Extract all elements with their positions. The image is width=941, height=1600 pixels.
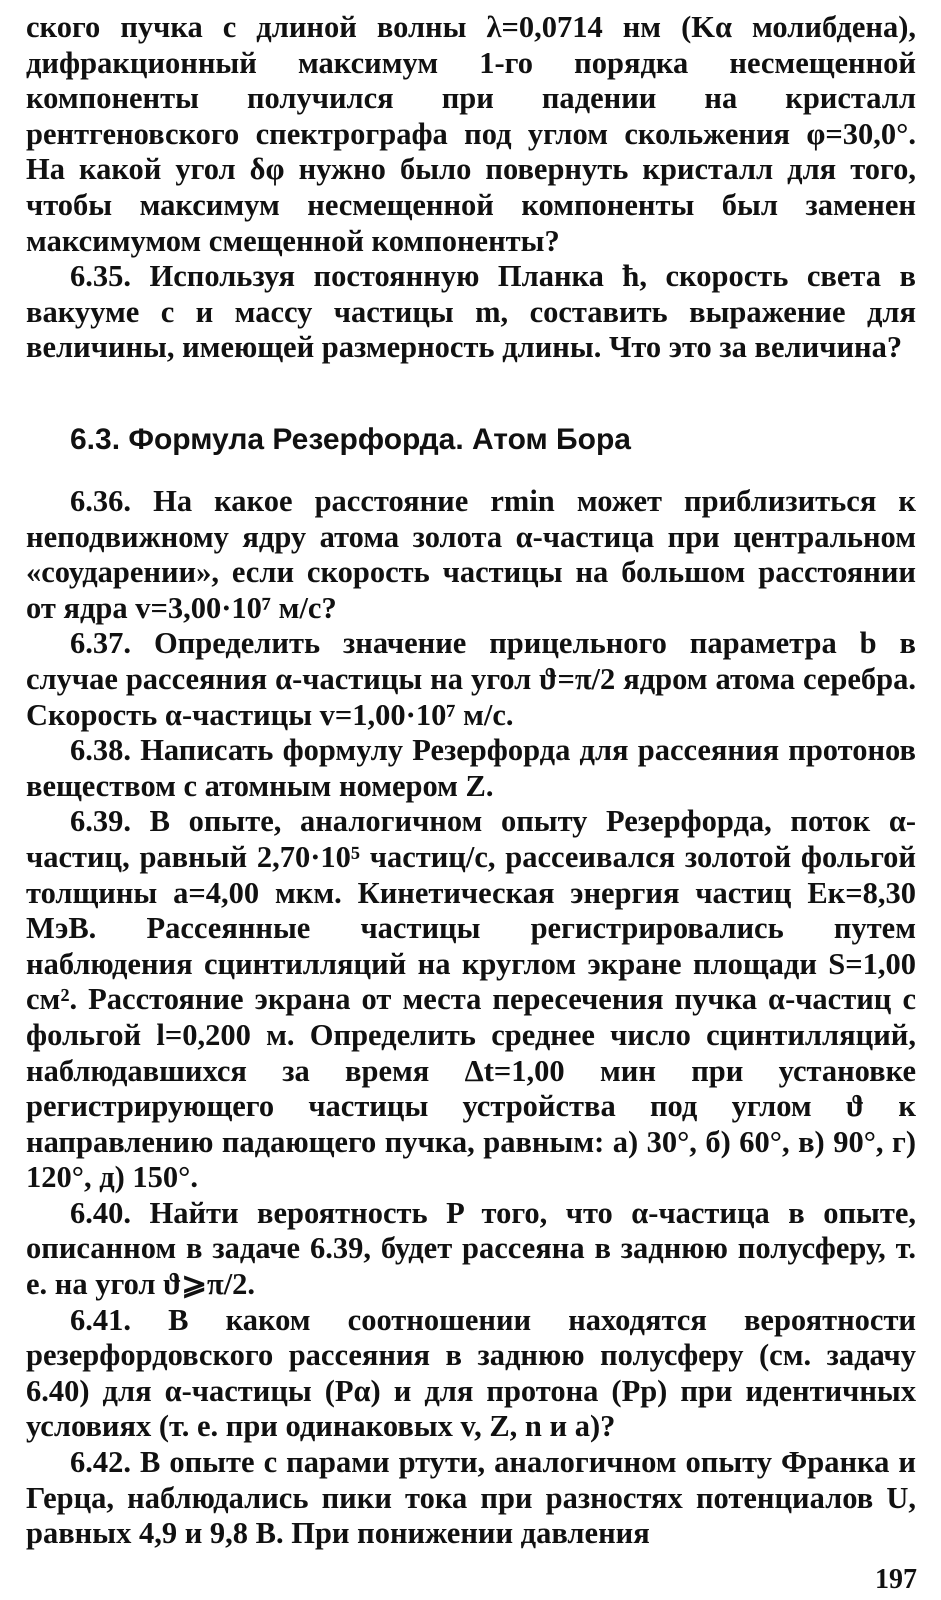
section-heading: 6.3. Формула Резерфорда. Атом Бора bbox=[70, 423, 631, 456]
continued-problem-text: ского пучка с длиной волны λ=0,0714 нм (Kα молибдена), дифракционный максимум 1-го порядка несмещенной компоненты получился при падении на кристалл рентгеновского спектрографа под углом скольжения φ=30,0°. На какой угол δφ нужно было повернуть кристалл для того, чтобы максимум несмещенной компоненты был заменен максимумом смещенной компоненты? bbox=[26, 10, 916, 258]
problem-text: В опыте с парами ртути, аналогичном опыту Франка и Герца, наблюдались пики тока при разностях потенциалов U, равных 4,9 и 9,8 В. При понижении давления bbox=[26, 1445, 916, 1551]
problem-6-37 bbox=[26, 626, 916, 733]
problem-text: Написать формулу Резерфорда для рассеяния протонов веществом с атомным номером Z. bbox=[26, 733, 917, 803]
problem-6-41 bbox=[26, 1303, 916, 1445]
problem-number: 6.42. bbox=[70, 1445, 131, 1480]
problem-number: 6.38. bbox=[70, 733, 131, 768]
page-number: 197 bbox=[875, 1564, 917, 1595]
problem-6-40 bbox=[26, 1196, 916, 1303]
problem-text: На какое расстояние rmin может приблизиться к неподвижному ядру атома золота α-частица при центральном «соударении», если скорость частицы на большом расстоянии от ядра v=3,00·10⁷ м/с? bbox=[26, 484, 916, 625]
problem-number: 6.35. bbox=[70, 259, 131, 294]
problem-text: В каком соотношении находятся вероятности резерфордовского рассеяния в заднюю полусферу (см. задачу 6.40) для α-частицы (Pα) и для протона (Pp) при идентичных условиях (т. е. при одинаковых v, Z, n и a)? bbox=[26, 1302, 916, 1444]
problem-text: Определить значение прицельного параметра b в случае рассеяния α-частицы на угол ϑ=π/2 ядром атома серебра. Скорость α-частицы v=1,00·10⁷ м/с. bbox=[26, 626, 916, 732]
problem-number: 6.41. bbox=[70, 1302, 131, 1337]
problem-number: 6.36. bbox=[70, 484, 131, 518]
problem-number: 6.40. bbox=[70, 1195, 131, 1230]
problem-text: В опыте, аналогичном опыту Резерфорда, поток α-частиц, равный 2,70·10⁵ частиц/с, рассеивался золотой фольгой толщины a=4,00 мкм. Кинетическая энергия частиц Eк=8,30 МэВ. Рассеянные частицы регистрировались путем наблюдения сцинтилляций на круглом экране площади S=1,00 см². Расстояние экрана от места пересечения пучка α-частиц с фольгой l=0,200 м. Определить среднее число сцинтилляций, наблюдавшихся за время Δt=1,00 мин при установке регистрирующего частицы устройства под углом ϑ к направлению падающего пучка, равным: а) 30°, б) 60°, в) 90°, г) 120°, д) 150°. bbox=[26, 804, 916, 1195]
problem-text: Найти вероятность P того, что α-частица в опыте, описанном в задаче 6.39, будет рассеяна в заднюю полусферу, т. е. на угол ϑ⩾π/2. bbox=[26, 1195, 916, 1302]
book-page bbox=[26, 10, 916, 1585]
problem-6-39 bbox=[26, 804, 916, 1196]
problem-6-42 bbox=[26, 1445, 916, 1552]
problem-number: 6.39. bbox=[70, 804, 131, 839]
top-text-block bbox=[26, 10, 916, 366]
problem-6-38 bbox=[26, 733, 916, 804]
problem-text: Используя постоянную Планка ħ, скорость света в вакууме c и массу частицы m, составить выражение для величины, имеющей размерность длины. Что это за величина? bbox=[26, 259, 916, 365]
problem-number: 6.37. bbox=[70, 626, 131, 661]
problem-6-36 bbox=[26, 484, 916, 626]
problem-6-35 bbox=[26, 259, 916, 366]
problems-block bbox=[26, 484, 916, 1552]
